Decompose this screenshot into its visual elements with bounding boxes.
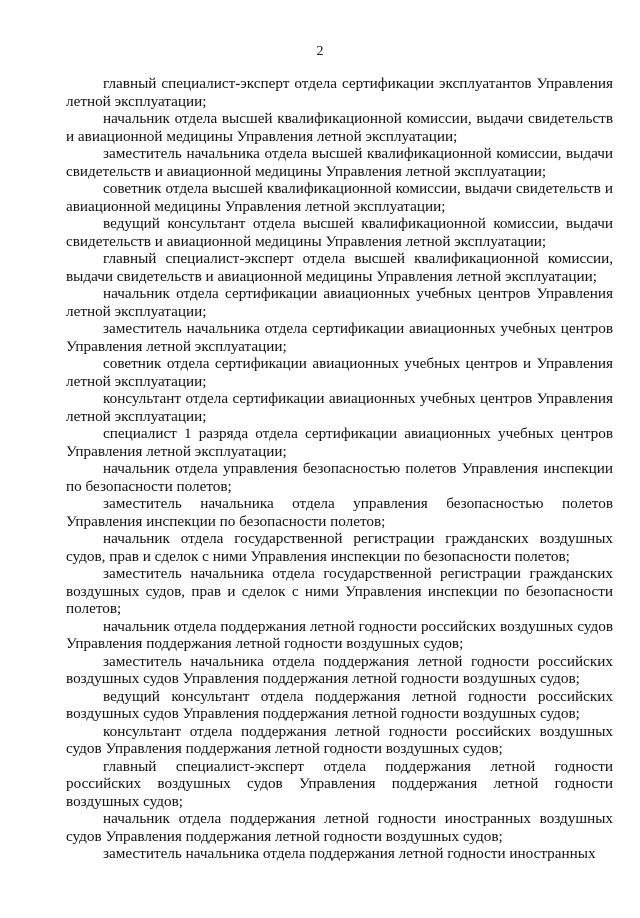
paragraph: начальник отдела государственной регистрации гражданских воздушных судов, прав и сделок с ними Управления инспекции по безопасности полетов; [66,530,613,565]
paragraph: специалист 1 разряда отдела сертификации авиационных учебных центров Управления летной эксплуатации; [66,425,613,460]
paragraph: заместитель начальника отдела поддержания летной годности иностранных [103,845,596,862]
paragraph: заместитель начальника отдела сертификации авиационных учебных центров Управления летной эксплуатации; [66,320,613,355]
paragraph: начальник отдела высшей квалификационной комиссии, выдачи свидетельств и авиационной медицины Управления летной эксплуатации; [66,110,613,145]
paragraph: заместитель начальника отдела высшей квалификационной комиссии, выдачи свидетельств и авиационной медицины Управления летной эксплуатации; [66,145,613,180]
paragraph: ведущий консультант отдела поддержания летной годности российских воздушных судов Управления поддержания летной годности воздушных судов; [66,687,613,722]
paragraph: советник отдела сертификации авиационных учебных центров и Управления летной эксплуатации; [66,355,613,390]
paragraph: главный специалист-эксперт отдела сертификации эксплуатантов Управления летной эксплуатации; [66,75,613,110]
paragraph: заместитель начальника отдела управления безопасностью полетов Управления инспекции по безопасности полетов; [66,495,613,530]
paragraph: начальник отдела поддержания летной годности иностранных воздушных судов Управления поддержания летной годности воздушных судов; [66,810,613,845]
paragraph: начальник отдела управления безопасностью полетов Управления инспекции по безопасности полетов; [66,460,613,495]
paragraph: заместитель начальника отдела поддержания летной годности российских воздушных судов Управления поддержания летной годности воздушных судов; [66,652,613,687]
paragraph: консультант отдела сертификации авиационных учебных центров Управления летной эксплуатации; [66,390,613,425]
paragraph: главный специалист-эксперт отдела высшей квалификационной комиссии, выдачи свидетельств и авиационной медицины Управления летной эксплуатации; [66,250,613,285]
paragraph: советник отдела высшей квалификационной комиссии, выдачи свидетельств и авиационной медицины Управления летной эксплуатации; [66,180,613,215]
document-body [66,75,613,863]
paragraph: начальник отдела поддержания летной годности российских воздушных судов Управления поддержания летной годности воздушных судов; [66,617,613,652]
paragraph: начальник отдела сертификации авиационных учебных центров Управления летной эксплуатации; [66,285,613,320]
paragraph: ведущий консультант отдела высшей квалификационной комиссии, выдачи свидетельств и авиационной медицины Управления летной эксплуатации; [66,215,613,250]
paragraph: консультант отдела поддержания летной годности российских воздушных судов Управления поддержания летной годности воздушных судов; [66,722,613,757]
paragraph: главный специалист-эксперт отдела поддержания летной годности российских воздушных судов Управления поддержания летной годности воздушных судов; [66,757,613,810]
paragraph: заместитель начальника отдела государственной регистрации гражданских воздушных судов, прав и сделок с ними Управления инспекции по безопасности полетов; [66,565,613,617]
page-number: 2 [316,44,324,59]
